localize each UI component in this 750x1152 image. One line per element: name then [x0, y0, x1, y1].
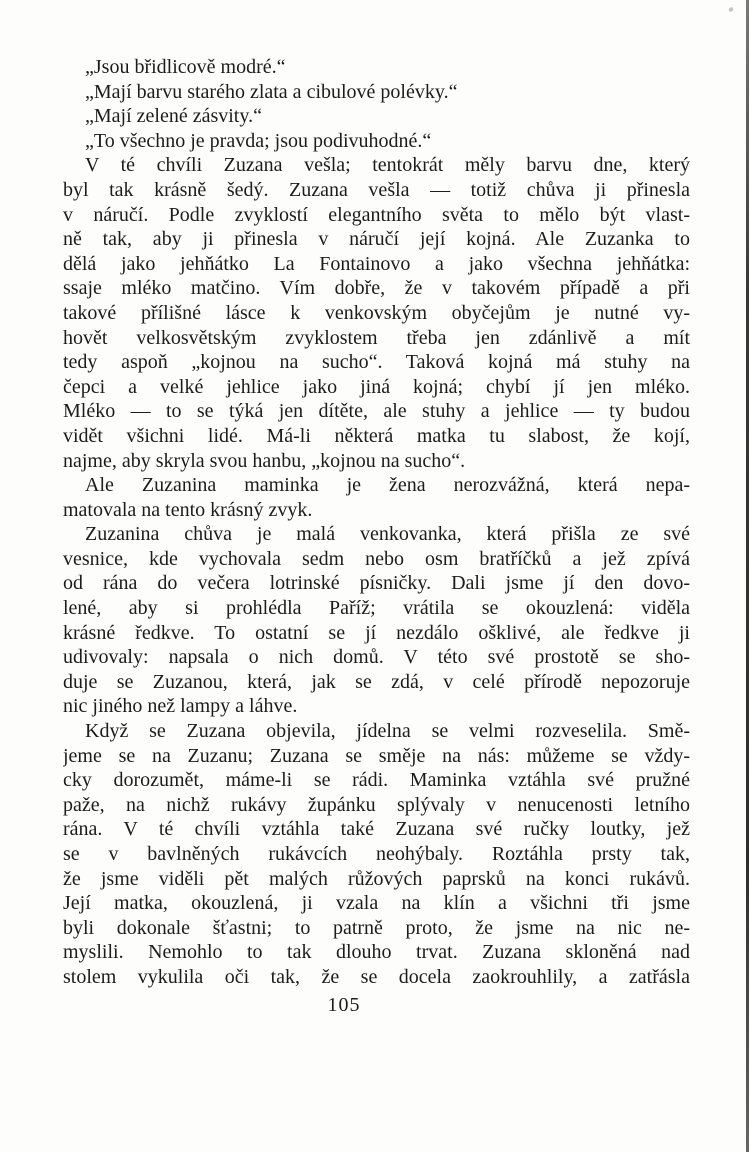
- text-line: Když se Zuzana objevila, jídelna se velmi rozveselila. Smě-: [85, 720, 690, 743]
- text-line: V té chvíli Zuzana vešla; tentokrát měly barvu dne, který: [85, 154, 690, 177]
- text-line: čepci a velké jehlice jako jiná kojná; chybí jí jen mléko.: [63, 375, 690, 398]
- scan-edge-artifact: [746, 0, 749, 1152]
- text-line: rána. V té chvíli vztáhla také Zuzana své ručky loutky, jež: [63, 818, 690, 841]
- text-line: „Mají barvu starého zlata a cibulové polévky.“: [85, 80, 458, 103]
- text-line: se v bavlněných rukávcích neohýbaly. Roztáhla prsty tak,: [63, 843, 690, 865]
- text-line: že jsme viděli pět malých růžových paprsků na konci rukávů.: [63, 867, 690, 890]
- text-line: dělá jako jehňátko La Fontainovo a jako všechna jehňátka:: [63, 252, 690, 275]
- text-line: ssaje mléko matčino. Vím dobře, že v takovém případě a při: [63, 277, 690, 300]
- text-line: najme, aby skryla svou hanbu, „kojnou na sucho“.: [63, 449, 466, 472]
- text-line: krásné ředkve. To ostatní se jí nezdálo ošklivé, ale ředkve ji: [63, 621, 690, 644]
- text-line: nic jiného než lampy a láhve.: [63, 695, 298, 718]
- text-line: matovala na tento krásný zvyk.: [63, 498, 313, 521]
- text-line: Zuzanina chůva je malá venkovanka, která přišla ze své: [85, 523, 690, 546]
- scan-speck-artifact: [728, 6, 734, 12]
- text-block: [63, 55, 690, 990]
- text-line: ně tak, aby ji přinesla v náručí její kojná. Ale Zuzanka to: [63, 228, 690, 251]
- text-line: „To všechno je pravda; jsou podivuhodné.“: [85, 129, 432, 152]
- text-line: myslili. Nemohlo to tak dlouho trvat. Zuzana skloněná nad: [63, 941, 690, 964]
- text-line: takové přílišné lásce k venkovským obyčejům je nutné vy-: [63, 301, 690, 324]
- text-line: byli dokonale šťastni; to patrně proto, že jsme na nic ne-: [63, 916, 690, 939]
- text-line: jeme se na Zuzanu; Zuzana se směje na nás: můžeme se vždy-: [63, 744, 690, 767]
- page-number: 105: [327, 994, 361, 1016]
- text-line: „Jsou břidlicově modré.“: [85, 56, 286, 78]
- text-line: hovět velkosvětským zvyklostem třeba jen zdánlivě a mít: [63, 326, 690, 349]
- text-line: lené, aby si prohlédla Paříž; vrátila se okouzlená: viděla: [63, 597, 690, 620]
- text-line: Ale Zuzanina maminka je žena nerozvážná, která nepa-: [85, 474, 690, 497]
- text-line: Mléko — to se týká jen dítěte, ale stuhy a jehlice — ty budou: [63, 400, 690, 423]
- text-line: „Mají zelené zásvity.“: [85, 105, 262, 128]
- text-line: v náručí. Podle zvyklostí elegantního světa to mělo být vlast-: [63, 203, 690, 226]
- text-line: vesnice, kde vychovala sedm nebo osm bratříčků a jež zpívá: [63, 547, 690, 570]
- text-line: Její matka, okouzlená, ji vzala na klín a všichni tři jsme: [63, 892, 690, 915]
- text-line: od rána do večera lotrinské písničky. Dali jsme jí den dovo-: [63, 572, 690, 595]
- text-line: paže, na nichž rukávy župánku splývaly v nenucenosti letního: [63, 793, 690, 816]
- text-line: stolem vykulila oči tak, že se docela zaokrouhlily, a zatřásla: [63, 965, 690, 988]
- text-line: udivovaly: napsala o nich domů. V této své prostotě se sho-: [63, 646, 690, 669]
- text-line: cky dorozumět, máme-li se rádi. Maminka vztáhla své pružné: [63, 769, 690, 792]
- text-line: byl tak krásně šedý. Zuzana vešla — totiž chůva ji přinesla: [63, 178, 690, 201]
- text-line: tedy aspoň „kojnou na sucho“. Taková kojná má stuhy na: [63, 351, 690, 374]
- text-line: vidět všichni lidé. Má-li některá matka tu slabost, že kojí,: [63, 424, 690, 447]
- text-line: duje se Zuzanou, která, jak se zdá, v celé přírodě nepozoruje: [63, 670, 690, 693]
